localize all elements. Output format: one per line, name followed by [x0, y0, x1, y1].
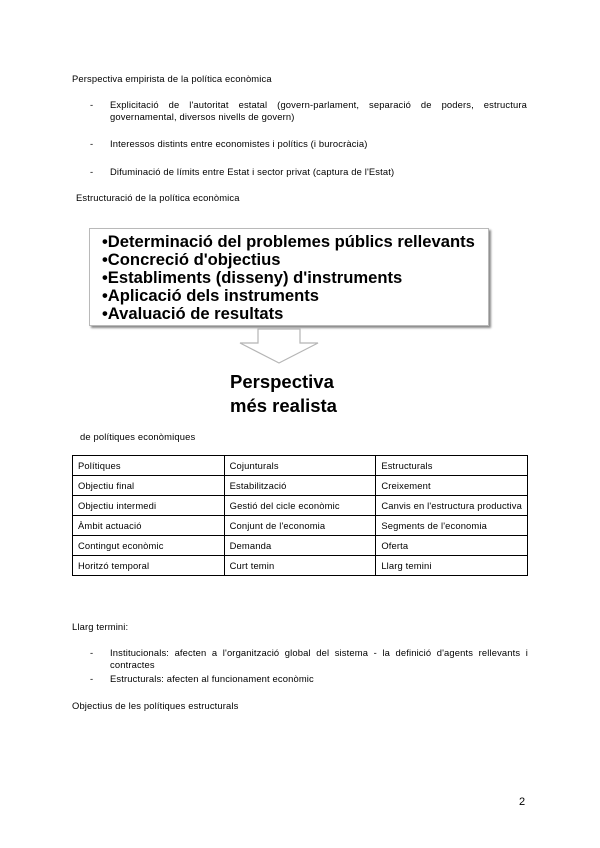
bullet-item: Institucionals: afecten a l'organització global del sistema - la definició d'agents rellevants i contractes [110, 647, 528, 670]
step-item: •Determinació del problemes públics rellevants [102, 232, 475, 251]
table-cell: Àmbit actuació [73, 516, 225, 536]
table-row [73, 456, 528, 476]
table-cell: Polítiques [73, 456, 225, 476]
table-cell: Llarg temini [376, 556, 528, 576]
result-line-2: més realista [230, 395, 337, 416]
table-row [73, 516, 528, 536]
table-row [73, 476, 528, 496]
table-cell: Contingut econòmic [73, 536, 225, 556]
section-heading-llarg-termini: Llarg termini: [72, 621, 129, 632]
step-item: •Concreció d'objectius [102, 250, 281, 269]
table-row [73, 556, 528, 576]
table-cell: Gestió del cicle econòmic [224, 496, 376, 516]
step-item: •Avaluació de resultats [102, 304, 284, 323]
table-cell: Estructurals [376, 456, 528, 476]
table-row [73, 496, 528, 516]
table-cell: Curt temin [224, 556, 376, 576]
table-cell: Oferta [376, 536, 528, 556]
table-cell: Estabilització [224, 476, 376, 496]
bullet-dash: - [90, 99, 94, 110]
table-cell: Objectiu intermedi [73, 496, 225, 516]
policies-table [72, 455, 528, 576]
section-heading-estructuracio: Estructuració de la política econòmica [76, 192, 240, 203]
bullet-item: Interessos distints entre economistes i polítics (i burocràcia) [110, 138, 368, 149]
bullet-item: Difuminació de límits entre Estat i sector privat (captura de l'Estat) [110, 166, 395, 177]
steps-box [89, 228, 489, 326]
bullet-dash: - [90, 673, 94, 684]
step-item: •Aplicació dels instruments [102, 286, 319, 305]
bullet-dash: - [90, 647, 94, 658]
table-cell: Conjunt de l'economia [224, 516, 376, 536]
step-item: •Establiments (disseny) d'instruments [102, 268, 403, 287]
section-heading-politiques: de polítiques econòmiques [80, 431, 196, 442]
table-cell: Creixement [376, 476, 528, 496]
bullet-dash: - [90, 166, 94, 177]
down-arrow-icon [238, 328, 320, 364]
section-heading-objectius: Objectius de les polítiques estructurals [72, 700, 239, 711]
bullet-item: Estructurals: afecten al funcionament econòmic [110, 673, 314, 684]
table-cell: Canvis en l'estructura productiva [376, 496, 528, 516]
table-cell: Cojunturals [224, 456, 376, 476]
bullet-item: Explicitació de l'autoritat estatal (govern-parlament, separació de poders, estructura governamental, diversos nivells de govern) [110, 99, 527, 122]
table-cell: Segments de l'economia [376, 516, 528, 536]
bullet-dash: - [90, 138, 94, 149]
page-number: 2 [519, 796, 526, 808]
result-line-1: Perspectiva [230, 371, 334, 392]
table-cell: Demanda [224, 536, 376, 556]
table-row [73, 536, 528, 556]
table-cell: Horitzó temporal [73, 556, 225, 576]
table-cell: Objectiu final [73, 476, 225, 496]
section-heading-empirista: Perspectiva empirista de la política econòmica [72, 73, 272, 84]
